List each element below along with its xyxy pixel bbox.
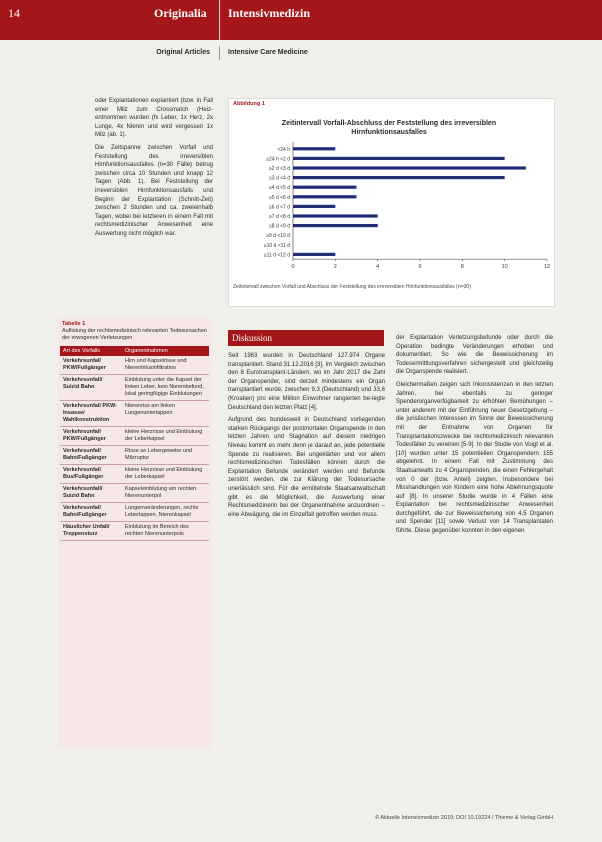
category-label: ≥4 d <5 d xyxy=(269,185,290,192)
table-row xyxy=(60,401,209,427)
incident-type-cell: Verkehrsunfall/ Suizid Bahn xyxy=(60,375,122,401)
bar-chart xyxy=(229,99,554,284)
category-label: ≥5 d <6 d xyxy=(269,194,290,201)
category-label: ≥24 h <2 d xyxy=(266,156,290,163)
category-label: ≥11 d <12 d xyxy=(263,252,290,259)
category-label: ≥2 d <3 d xyxy=(269,166,290,172)
bar xyxy=(293,214,378,217)
x-tick-label: 10 xyxy=(501,264,508,271)
figure-caption: Zeitintervall zwischen Vorfall und Abschluss der Feststellung des irreversiblen Hirnfunktionsausfalles (n=30) xyxy=(233,284,471,290)
x-tick-label: 0 xyxy=(291,264,295,271)
finding-cell: kleine Herzrisse und Einblutung der Leberkapsel xyxy=(122,427,209,446)
table-row xyxy=(60,484,209,503)
footer-citation: © Aktuelle Intensivmedizin 2019; DOI 10.19224 / Thieme & Verlag GmbH xyxy=(375,815,553,821)
bar xyxy=(293,166,526,169)
section-title-de: Originalia xyxy=(154,6,207,20)
category-label: ≥6 d <7 d xyxy=(269,204,290,211)
table-1 xyxy=(58,318,211,748)
discussion-heading xyxy=(228,330,384,346)
paragraph: Die Zeitspanne zwischen Vorfall und Feststellung des irreversiblen Hirnfunktionsausfalles (n=30 Fälle) betrug zwischen circa 10 Stunden und knapp 12 Tagen (Abb. 1). Bei Feststellung der irreversiblen Hirnfunktionsausfalls und Beginn der Explantation (Schnitt-Zeit) zwischen 2 Stunden und ca. zweieinhalb Tagen, wobei bei letzteren in einem Fall mit rechtsmedizinischer Anwesenheit eine Auswertung nicht möglich war. xyxy=(95,144,213,237)
subheader-left: Original Articles xyxy=(156,49,210,56)
table-row xyxy=(60,465,209,484)
x-tick-label: 12 xyxy=(543,264,551,271)
table-row xyxy=(60,356,209,375)
bar xyxy=(293,195,357,198)
incident-type-cell: Verkehrsunfall Bahn/Fußgänger xyxy=(60,446,122,465)
table-row xyxy=(60,375,209,401)
category-label: ≥3 d <4 d xyxy=(269,175,290,182)
paragraph: Seit 1963 wurden in Deutschland 127.974 Organe transplantiert. Stand 31.12.2016 [3]. Im Vergleich zwischen den 8 Eurotransplant-Ländern, wo im Jahr 2017 die Zahl der Organspender, sind derzeit mindestens ein Organ transplantiert wurde, zwischen 9,3 (Deutschland) und 33,6 (Kroatien) pro eine Million Einwohner rangierten be-legte Deutschland den letzten Platz [4]. xyxy=(228,353,385,411)
incident-type-cell: Verkehrsunfall PKW/Fußgänger xyxy=(60,356,122,375)
section-title-en: Intensivmedizin xyxy=(228,6,311,20)
finding-cell: Einblutung im Bereich des rechten Nierenunterpols xyxy=(122,522,209,541)
discussion-column-1 xyxy=(228,352,385,523)
x-tick-label: 6 xyxy=(418,264,422,271)
left-column-text xyxy=(95,97,213,243)
discussion-column-2 xyxy=(396,334,553,540)
category-label: ≥9 d <10 d xyxy=(266,233,290,240)
subheader-divider xyxy=(219,46,220,60)
finding-cell: Einblutung unter die Kapsel der linken Leber, kein Nierenbefund, lokal geringfügige Einblutungen xyxy=(122,375,209,401)
bar xyxy=(293,147,335,150)
paragraph: der Explantation Verletzungsbefunde oder durch die Operation bedingte Veränderungen erhoben und dokumentiert. So wie die Beweissicherung im Todesermittlungsverfahren sichergestellt und gleichzeitig die Organspende realisiert. xyxy=(396,335,553,376)
finding-cell: Nierenriss am linken Lungenunterlappen xyxy=(122,401,209,427)
finding-cell: Hirn und Kapselrisse und Nierenhilusinfiltration xyxy=(122,356,209,375)
incident-type-cell: Verkehrsunfall PKW/Fußgänger xyxy=(60,427,122,446)
paragraph: Aufgrund des bundesweit in Deutschland vorliegenden starken Rückgangs der postmortalen Organspende in den letzten Jahren und Stagnation auf diesem niedrigen Niveau kommt es mehr denn je darauf an, jede potentielle Spende zu realisieren. Bei ungeklärten und vor allem rechtsmedizinischen Todesfällen können durch die Explantation Befunde verändert werden und Befunde zerstört werden, die zur Klärung der Todesursache unerlässlich sind. Für die ermittelnde Staatsanwaltschaft gibt es die Möglichkeit, die Auswertung einer Rechtsmedizinerin bei der Organentnahme anzuordnen – eine Abwägung, die im Einzelfall getroffen werden muss. xyxy=(228,417,385,518)
finding-cell: Risse an Lebergewebe und Milzruptur xyxy=(122,446,209,465)
figure-1 xyxy=(228,98,555,307)
category-label: <24 h xyxy=(277,146,290,153)
subheader-right: Intensive Care Medicine xyxy=(228,49,308,56)
category-label: ≥8 d <9 d xyxy=(269,223,290,230)
bar xyxy=(293,176,505,179)
incident-type-cell: Verkehrsunfall Bahn/Fußgänger xyxy=(60,503,122,522)
finding-cell: Kapseleinblutung am rechten Nierenunterpol xyxy=(122,484,209,503)
bar xyxy=(293,253,335,256)
page-number: 14 xyxy=(8,6,20,20)
figure-label: Abbildung 1 xyxy=(233,101,265,107)
x-tick-label: 2 xyxy=(333,264,337,271)
bar xyxy=(293,157,505,160)
table-caption: Auflistung der rechtsmedizinisch relevanten Todesursachen der erwogenen Verletzungen xyxy=(62,328,207,341)
x-tick-label: 4 xyxy=(376,264,380,271)
incident-type-cell: Verkehrsunfall Bus/Fußgänger xyxy=(60,465,122,484)
incident-type-cell: Verkehrsunfall/ Suizid Bahn xyxy=(60,484,122,503)
paragraph: oder Explantationen explantiert (bzw. in Fall einer Milz zum Crossmatch (Heiz-entnommen wurden (fx Leber, 1x Herz, 2x Lunge, 4x Nieren und wird vergessen 1x Milz (ab. 1). xyxy=(95,98,213,139)
incident-type-cell: Verkehrsunfall PKW-Insasse/ Wahlkonstruktion xyxy=(60,401,122,427)
figure-title: Zeitintervall Vorfall-Abschluss der Feststellung des irreversiblen Hirnfunktionsausfalles xyxy=(281,120,497,136)
table-row xyxy=(60,522,209,541)
discussion-heading-text: Diskussion xyxy=(232,333,273,343)
category-label: ≥7 d <8 d xyxy=(269,214,290,220)
bar xyxy=(293,186,357,189)
finding-cell: Lungenveränderungen, rechts Leberlappen, Nierenkapsel xyxy=(122,503,209,522)
page-header xyxy=(0,0,602,40)
paragraph: Gleichermaßen zeigen sich Inkonsistenzen in den letzten Jahren, bei ebenfalls zu geringer Spenderorganverfügbarkeit zu erhöhten Bemühungen – unter anderem mit der Einführung neuer Gesetzgebung – die juristischen Interessen im Sinne der Beweissicherung mit der Entnahme von Organen für Transplantationszwecke bei rechtsmedizinisch relevanten Todesfällen zu vereinen [5-9]. In der Studie von Voigt et al. [10] wurden unter 15 potentiellen Organspendern 155 abgelehnt. In einem Fall mit Zustimmung des Staatsanwalts zu 4 Organspenden, die einen Fehlergehalt von 0 der (bzw. Anteil) zeigten. Insbesondere bei Misshandlungen von Kindern eine hohe Ablehnungsquote auf [8]. In unserer Studie wurde in 4 Fällen eine Explantation bei rechtsmedizinischer Anwesenheit durchgeführt, die zur Beweissicherung von 4,5 Organen und Spender [11] sowie Verlust von 14 Transplantaten führte. Diese gegenüber konnten in den eigenen xyxy=(396,381,553,535)
table-row xyxy=(60,427,209,446)
table-label: Tabelle 1 xyxy=(62,321,86,327)
incident-type-cell: Häuslicher Unfall/ Treppensturz xyxy=(60,522,122,541)
table-header: Art des Vorfalls xyxy=(60,346,122,356)
injury-table xyxy=(60,346,209,541)
header-divider xyxy=(219,0,220,40)
table-row xyxy=(60,446,209,465)
x-tick-label: 8 xyxy=(460,264,464,271)
bar xyxy=(293,205,335,208)
table-header: Organentnahmen xyxy=(122,346,209,356)
table-row xyxy=(60,503,209,522)
finding-cell: kleine Herzrisse und Einblutung der Leberkapsel xyxy=(122,465,209,484)
bar xyxy=(293,224,378,227)
category-label: ≥10 d <11 d xyxy=(263,242,290,249)
